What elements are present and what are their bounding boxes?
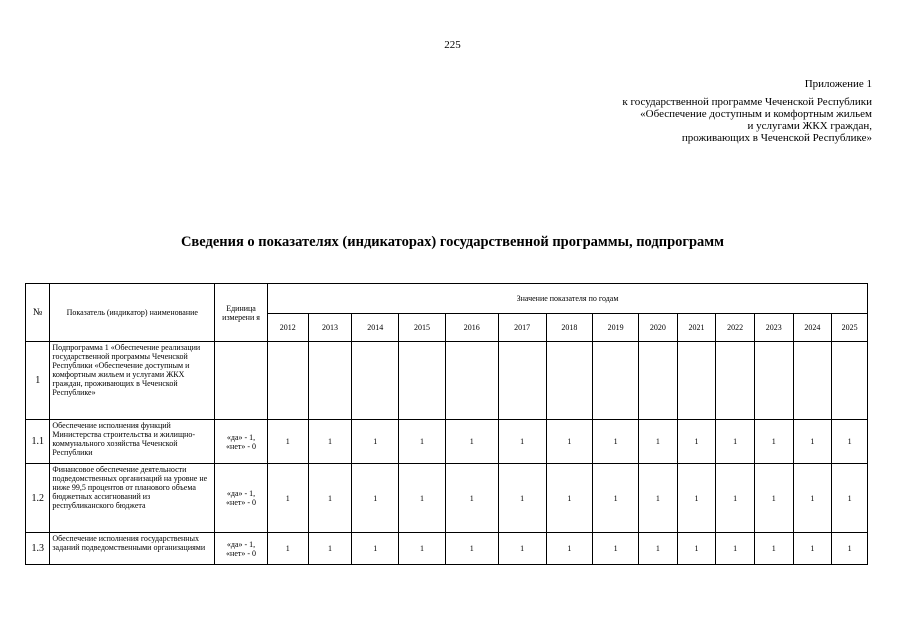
row-number: 1.2: [26, 464, 50, 533]
page-number: 225: [444, 39, 461, 51]
value-cell: 1: [754, 420, 793, 464]
table-row: [26, 533, 868, 565]
value-cell: 1: [716, 420, 755, 464]
year-header: 2019: [593, 314, 639, 342]
value-cell: 1: [716, 533, 755, 565]
value-cell: 1: [754, 464, 793, 533]
value-cell: [445, 342, 498, 420]
document-heading: Сведения о показателях (индикаторах) государственной программы, подпрограмм: [180, 234, 725, 250]
value-cell: 1: [593, 533, 639, 565]
value-cell: 1: [498, 464, 546, 533]
table-header-row: [26, 284, 868, 314]
value-cell: 1: [677, 420, 716, 464]
value-cell: 1: [677, 533, 716, 565]
value-cell: [754, 342, 793, 420]
year-header: 2025: [832, 314, 868, 342]
appendix-line: проживающих в Чеченской Республике»: [681, 132, 872, 144]
year-header: 2012: [267, 314, 308, 342]
appendix-line: к государственной программе Чеченской Республики: [622, 96, 872, 108]
value-cell: 1: [399, 464, 446, 533]
row-unit: «да» - 1, «нет» - 0: [215, 420, 268, 464]
row-unit: «да» - 1, «нет» - 0: [215, 533, 268, 565]
year-header: 2021: [677, 314, 716, 342]
value-cell: 1: [352, 464, 399, 533]
year-header: 2013: [308, 314, 352, 342]
row-unit: «да» - 1, «нет» - 0: [215, 464, 268, 533]
value-cell: 1: [546, 420, 593, 464]
value-cell: [352, 342, 399, 420]
value-cell: [716, 342, 755, 420]
row-number: 1.3: [26, 533, 50, 565]
value-cell: 1: [716, 464, 755, 533]
year-header: 2022: [716, 314, 755, 342]
header-values-by-year: Значение показателя по годам: [267, 284, 867, 314]
value-cell: 1: [267, 464, 308, 533]
value-cell: 1: [352, 420, 399, 464]
value-cell: 1: [677, 464, 716, 533]
value-cell: [793, 342, 832, 420]
row-indicator-name: Финансовое обеспечение деятельности подведомственных организаций на уровне не ниже 99,5 процентов от планового объема бюджетных ассигнований из республиканского бюджета: [50, 464, 215, 533]
value-cell: [546, 342, 593, 420]
value-cell: 1: [267, 420, 308, 464]
value-cell: 1: [445, 464, 498, 533]
value-cell: 1: [445, 420, 498, 464]
value-cell: 1: [639, 464, 678, 533]
value-cell: [677, 342, 716, 420]
row-number: 1.1: [26, 420, 50, 464]
header-number: №: [26, 284, 50, 342]
year-header: 2023: [754, 314, 793, 342]
value-cell: 1: [832, 464, 868, 533]
row-number: 1: [26, 342, 50, 420]
table-row: [26, 464, 868, 533]
value-cell: 1: [793, 420, 832, 464]
value-cell: [639, 342, 678, 420]
value-cell: [498, 342, 546, 420]
year-header: 2020: [639, 314, 678, 342]
value-cell: 1: [546, 464, 593, 533]
year-header: 2017: [498, 314, 546, 342]
value-cell: [832, 342, 868, 420]
value-cell: 1: [308, 420, 352, 464]
table-row: [26, 342, 868, 420]
value-cell: [593, 342, 639, 420]
value-cell: 1: [445, 533, 498, 565]
year-header: 2015: [399, 314, 446, 342]
appendix-block: [622, 78, 872, 144]
table-row: [26, 420, 868, 464]
indicators-table: [25, 283, 868, 565]
value-cell: 1: [832, 420, 868, 464]
value-cell: [308, 342, 352, 420]
value-cell: 1: [498, 533, 546, 565]
value-cell: 1: [639, 533, 678, 565]
appendix-line: и услугами ЖКХ граждан,: [747, 120, 872, 132]
value-cell: 1: [498, 420, 546, 464]
value-cell: 1: [793, 464, 832, 533]
value-cell: 1: [399, 533, 446, 565]
value-cell: 1: [754, 533, 793, 565]
value-cell: 1: [832, 533, 868, 565]
header-indicator-name: Показатель (индикатор) наименование: [50, 284, 215, 342]
row-unit: [215, 342, 268, 420]
year-header: 2018: [546, 314, 593, 342]
value-cell: 1: [399, 420, 446, 464]
value-cell: 1: [308, 464, 352, 533]
appendix-title: Приложение 1: [804, 78, 872, 90]
value-cell: 1: [308, 533, 352, 565]
value-cell: 1: [546, 533, 593, 565]
value-cell: 1: [267, 533, 308, 565]
header-unit: Единица измерени я: [215, 284, 268, 342]
value-cell: 1: [639, 420, 678, 464]
value-cell: [399, 342, 446, 420]
value-cell: [267, 342, 308, 420]
value-cell: 1: [593, 420, 639, 464]
row-indicator-name: Обеспечение исполнения государственных заданий подведомственными организациями: [50, 533, 215, 565]
value-cell: 1: [593, 464, 639, 533]
appendix-line: «Обеспечение доступным и комфортным жильем: [640, 108, 872, 120]
year-header: 2014: [352, 314, 399, 342]
row-indicator-name: Обеспечение исполнения функций Министерства строительства и жилищно-коммунального хозяйства Чеченской Республики: [50, 420, 215, 464]
row-indicator-name: Подпрограмма 1 «Обеспечение реализации государственной программы Чеченской Республики «Обеспечение доступным и комфортным жильем и услугами ЖКХ граждан, проживающих в Чеченской Республике»: [50, 342, 215, 420]
value-cell: 1: [352, 533, 399, 565]
year-header: 2016: [445, 314, 498, 342]
value-cell: 1: [793, 533, 832, 565]
year-header: 2024: [793, 314, 832, 342]
